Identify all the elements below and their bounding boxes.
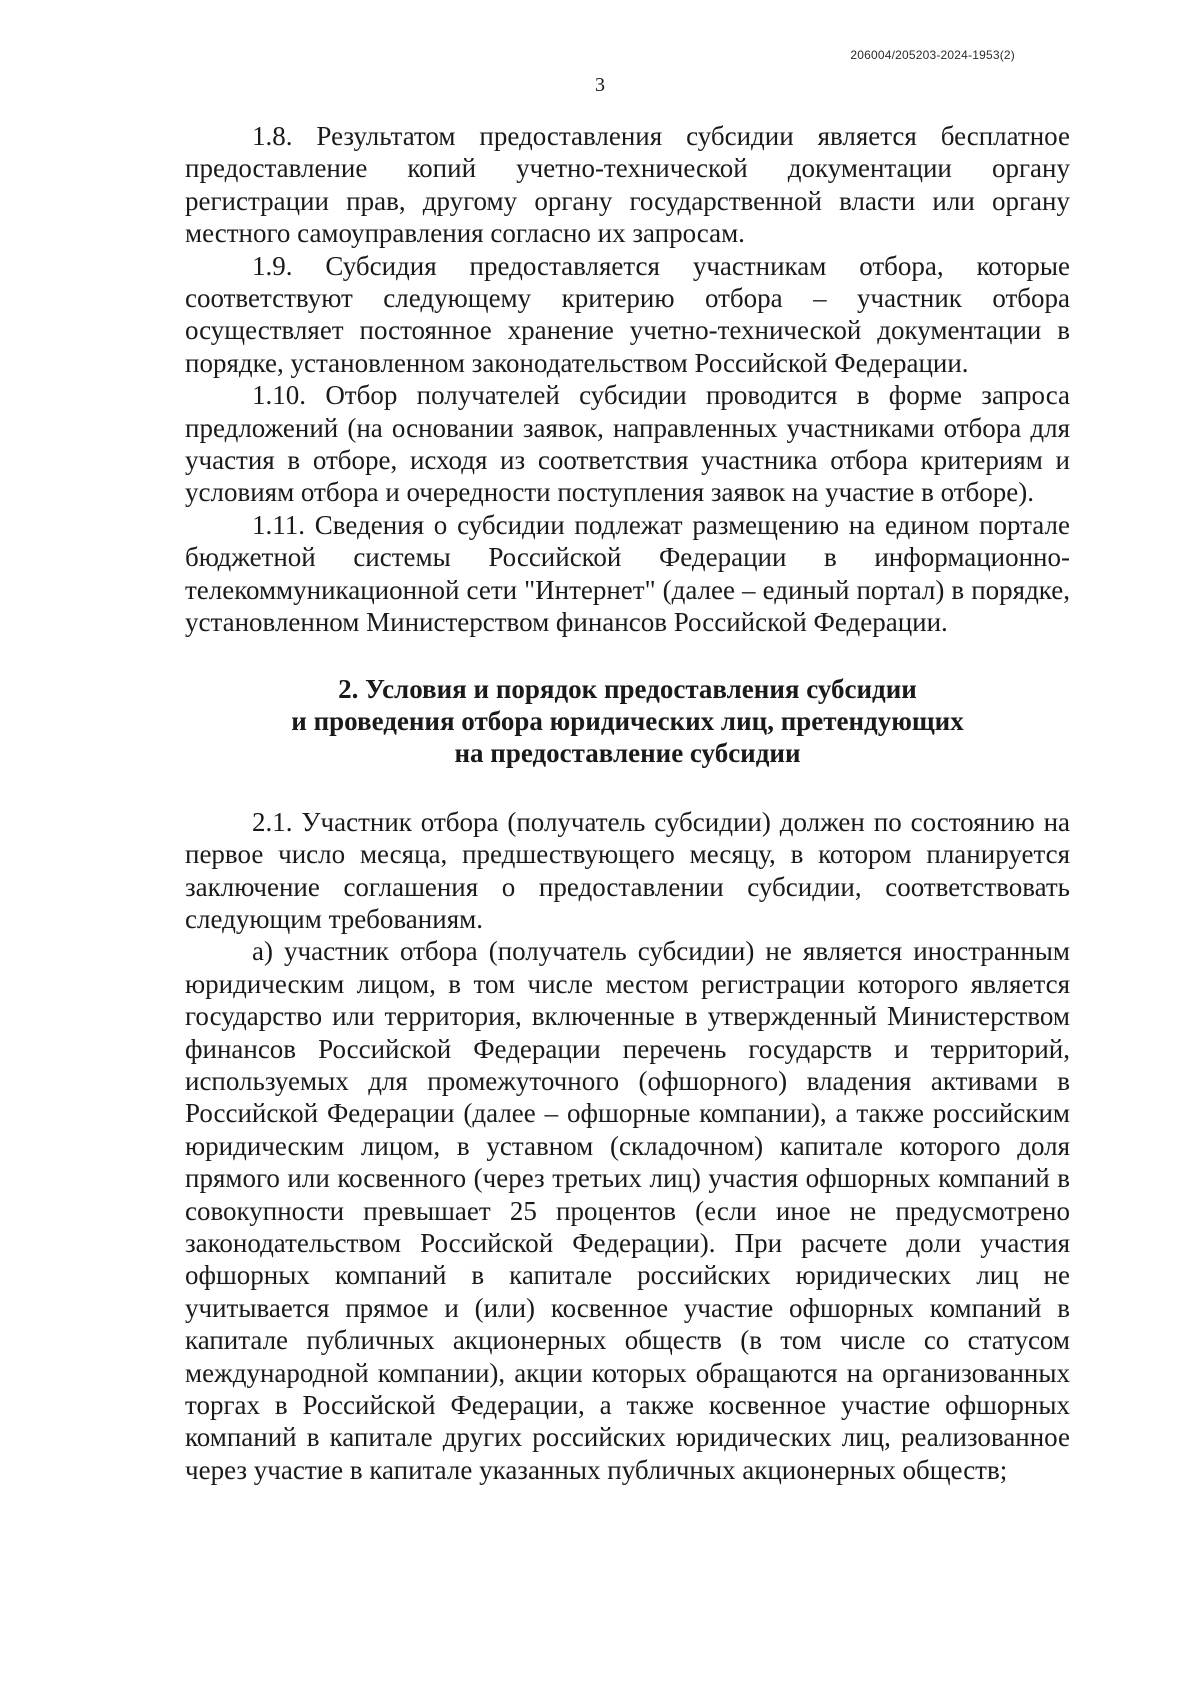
page-number: 3: [595, 74, 605, 96]
document-registration-number: 206004/205203-2024-1953(2): [850, 48, 1015, 62]
section-heading-line: и проведения отбора юридических лиц, претендующих: [291, 705, 964, 736]
paragraph-2-1: 2.1. Участник отбора (получатель субсидии) должен по состоянию на первое число месяца, предшествующего месяцу, в котором планируется заключение соглашения о предоставлении субсидии, соответствовать следующим требованиям.: [185, 806, 1070, 934]
paragraph-1-9: 1.9. Субсидия предоставляется участникам отбора, которые соответствуют следующему критерию отбора – участник отбора осуществляет постоянное хранение учетно-технической документации в порядке, установленном законодательством Российской Федерации.: [185, 250, 1070, 378]
section-heading-line: 2. Условия и порядок предоставления субсидии: [338, 673, 917, 704]
paragraph-1-11: 1.11. Сведения о субсидии подлежат размещению на едином портале бюджетной системы Российской Федерации в информационно-телекоммуникационной сети "Интернет" (далее – единый портал) в порядке, установленном Министерством финансов Российской Федерации.: [185, 509, 1070, 638]
section-2-heading: [185, 639, 1070, 806]
document-body: [185, 120, 1070, 1486]
paragraph-1-10: 1.10. Отбор получателей субсидии проводится в форме запроса предложений (на основании заявок, направленных участниками отбора для участия в отборе, исходя из соответствия участника отбора критериям и условиям отбора и очередности поступления заявок на участие в отборе).: [185, 380, 1070, 508]
paragraph-1-8: 1.8. Результатом предоставления субсидии является бесплатное предоставление копий учетно-технической документации органу регистрации прав, другому органу государственной власти или органу местного самоуправления согласно их запросам.: [185, 121, 1070, 249]
paragraph-2-1-a: а) участник отбора (получатель субсидии) не является иностранным юридическим лицом, в том числе местом регистрации которого является государство или территория, включенные в утвержденный Министерством финансов Российской Федерации перечень государств и территорий, используемых для промежуточного (офшорного) владения активами в Российской Федерации (далее – офшорные компании), а также российским юридическим лицом, в уставном (складочном) капитале которого доля прямого или косвенного (через третьих лиц) участия офшорных компаний в совокупности превышает 25 процентов (если иное не предусмотрено законодательством Российской Федерации). При расчете доли участия офшорных компаний в капитале российских юридических лиц не учитывается прямое и (или) косвенное участие офшорных компаний в капитале публичных акционерных обществ (в том числе со статусом международной компании), акции которых обращаются на организованных торгах в Российской Федерации, а также косвенное участие офшорных компаний в капитале других российских юридических лиц, реализованное через участие в капитале указанных публичных акционерных обществ;: [185, 936, 1070, 1485]
section-heading-line: на предоставление субсидии: [454, 738, 801, 769]
